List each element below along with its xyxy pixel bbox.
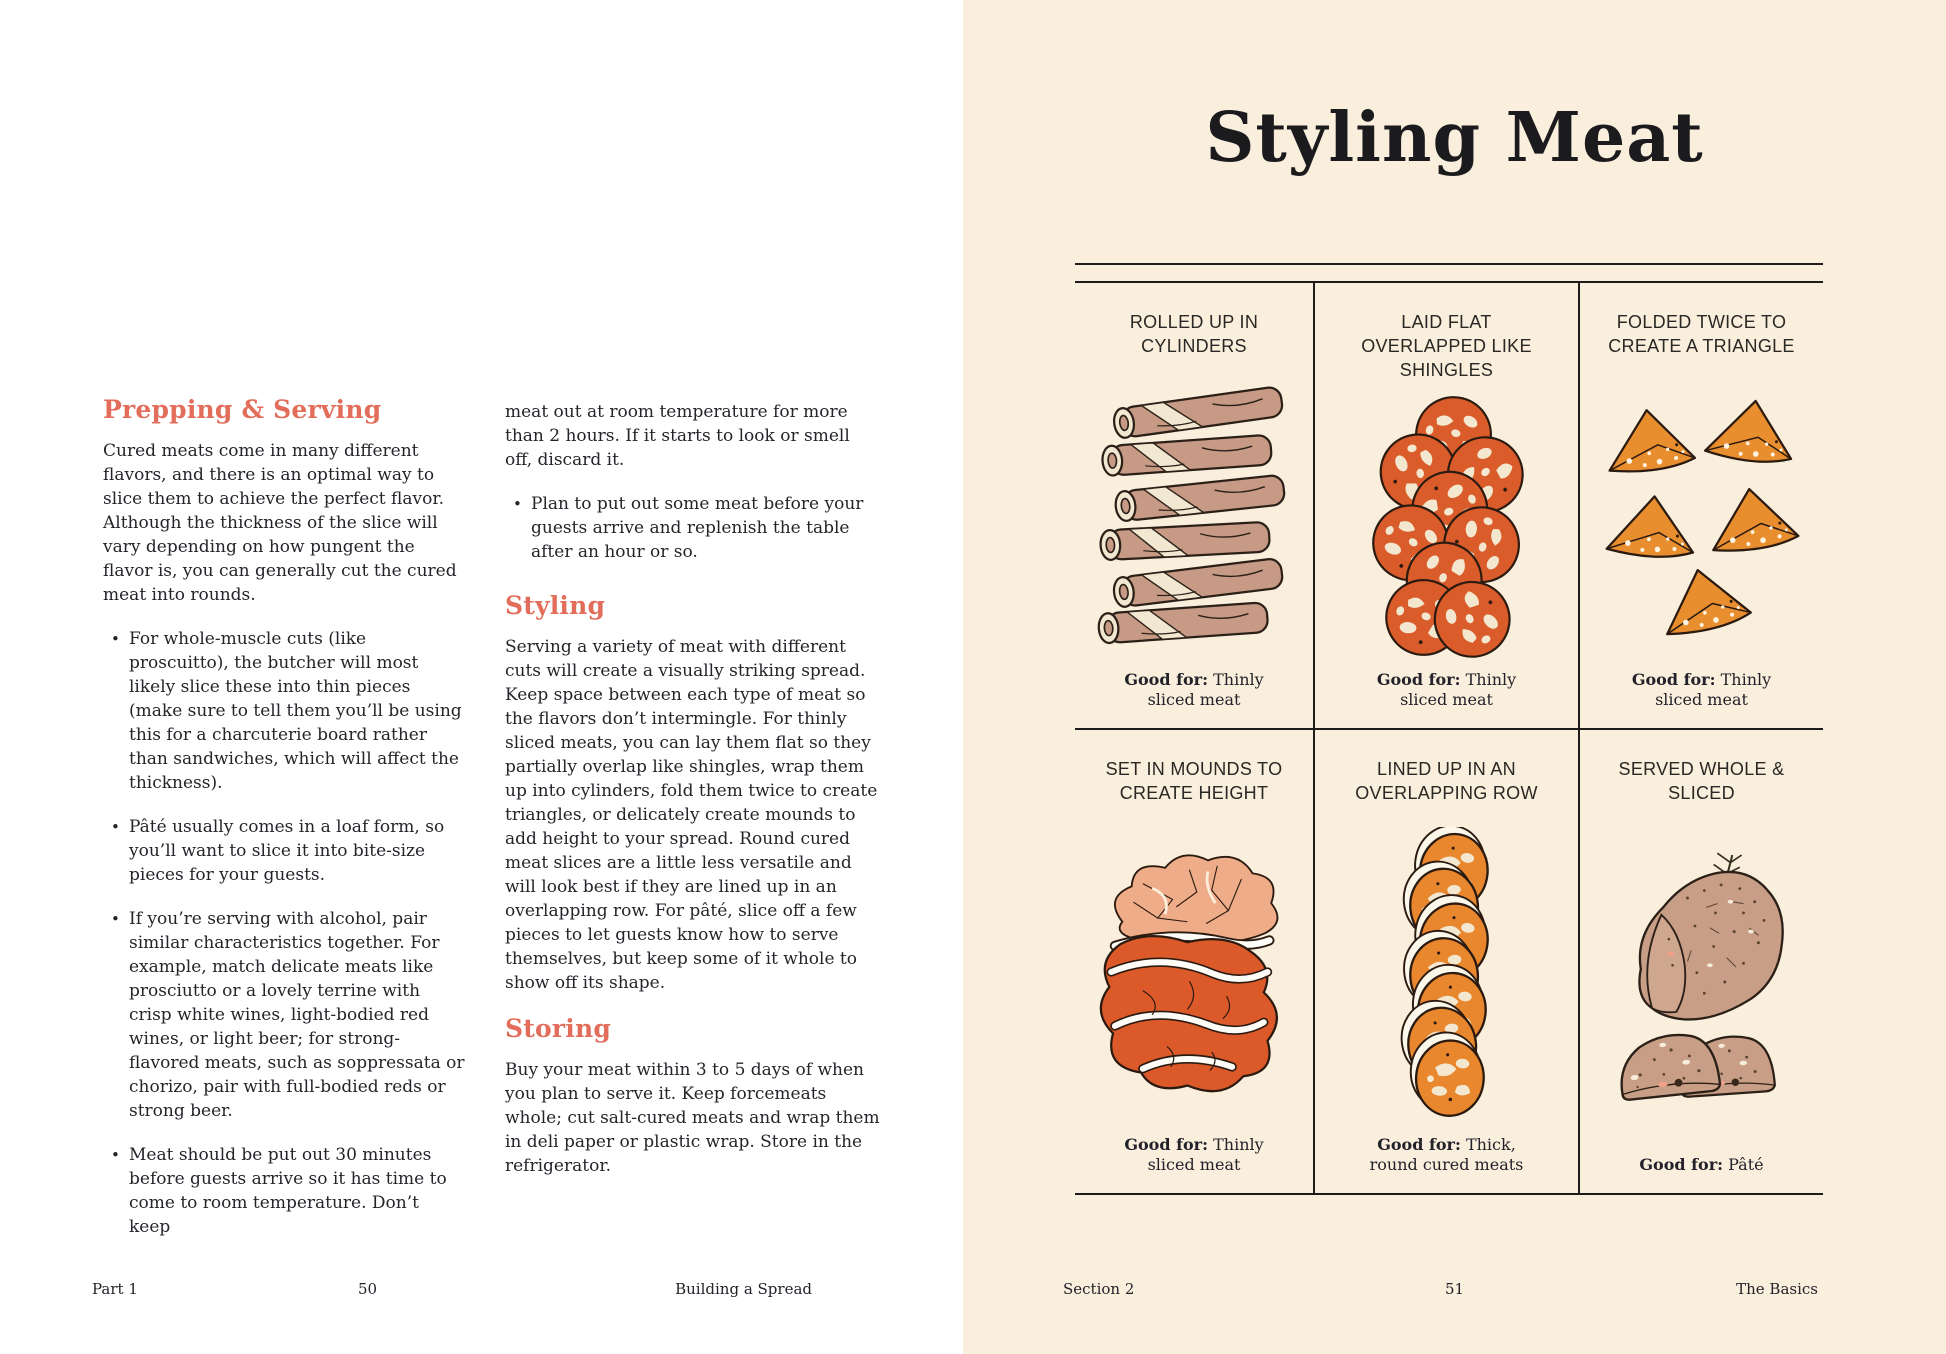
- good-for-label: Good for:: [1376, 670, 1461, 689]
- pate-loaf-icon: [1592, 842, 1811, 1122]
- double-rule: [1075, 263, 1823, 265]
- footer-page-number-right: 51: [1444, 1280, 1465, 1298]
- meat-mound-icon: [1087, 832, 1301, 1112]
- cell-shingles: [1313, 283, 1578, 730]
- cell-cylinders: [1075, 283, 1313, 730]
- serving-bullet-list: [505, 492, 880, 564]
- overlapping-row-illustration: [1327, 809, 1566, 1135]
- good-for-label: Good for:: [1124, 670, 1208, 689]
- triangles-illustration: [1592, 362, 1811, 670]
- styling-paragraph: Serving a variety of meat with different cuts will create a visually striking spread. Keep space between each type of meat so the flavors don’t intermingle. For thinly sliced meats, you can lay them flat so they partially overlap like shingles, wrap them up into cylinders, fold them twice to create triangles, or delicately create mounds to add height to your spread. Round cured meat slices are a little less versatile and will look best if they are lined up in an overlapping row. For pâté, slice off a few pieces to let guests know how to serve themselves, but keep some of it whole to show off its shape.: [505, 636, 878, 993]
- good-for-label: Good for:: [1631, 670, 1716, 689]
- good-for-text: Thinly sliced meat: [1147, 1135, 1264, 1174]
- styling-grid: [1075, 281, 1823, 1195]
- heading-storing: Storing: [505, 1013, 612, 1043]
- good-for-caption: [1099, 1135, 1289, 1175]
- right-page: [963, 0, 1946, 1354]
- good-for-caption: [1352, 1135, 1542, 1175]
- good-for-text: Pâté: [1728, 1155, 1764, 1174]
- good-for-caption: [1607, 670, 1797, 710]
- page-title: Styling Meat: [1205, 98, 1704, 178]
- good-for-caption: [1639, 1155, 1763, 1175]
- left-page: [0, 0, 963, 1354]
- bullet-alcohol-pairing: • If you’re serving with alcohol, pair similar characteristics together. For example, match delicate meats like prosciutto or a lovely terrine with crisp white wines, light-bodied red wines, or light beer; for strong-flavored meats, such as soppressata or chorizo, pair with full-bodied reds or strong beer.: [103, 907, 465, 1123]
- pate-illustration: [1592, 809, 1811, 1155]
- cell-header: ROLLED UP IN CYLINDERS: [1129, 312, 1259, 356]
- cell-mounds: [1075, 730, 1313, 1193]
- mounds-illustration: [1087, 809, 1301, 1135]
- footer-part-label: Part 1: [92, 1280, 138, 1298]
- good-for-label: Good for:: [1639, 1155, 1724, 1174]
- footer-chapter-label-right: The Basics: [1736, 1280, 1818, 1298]
- overlapping-slices-icon: [1336, 827, 1558, 1117]
- left-column-1: [103, 396, 465, 1259]
- cell-header: LINED UP IN AN OVERLAPPING ROW: [1355, 759, 1538, 803]
- shingled-salami-icon: [1336, 386, 1558, 666]
- prepping-bullet-list: [103, 627, 465, 1239]
- left-column-2: [505, 396, 880, 1198]
- bullet-room-temperature: • Meat should be put out 30 minutes before guests arrive so it has time to come to room temperature. Don’t keep: [103, 1143, 465, 1239]
- storing-paragraph: Buy your meat within 3 to 5 days of when you plan to serve it. Keep forcemeats whole; cut salt-cured meats and wrap them in deli paper or plastic wrap. Store in the refrigerator.: [505, 1059, 880, 1176]
- cell-header: FOLDED TWICE TO CREATE A TRIANGLE: [1608, 312, 1795, 356]
- good-for-label: Good for:: [1377, 1135, 1461, 1154]
- bullet-whole-muscle: • For whole-muscle cuts (like proscuitto), the butcher will most likely slice these into thin pieces (make sure to tell them you’ll be using this for a charcuterie board rather than sandwiches, which will affect the thickness).: [103, 627, 465, 795]
- cell-whole-sliced: [1578, 730, 1823, 1193]
- rolled-cylinders-icon: [1087, 382, 1301, 650]
- bullet-pate-loaf: • Pâté usually comes in a loaf form, so you’ll want to slice it into bite-size pieces for your guests.: [103, 815, 465, 887]
- bullet-replenish: • Plan to put out some meat before your guests arrive and replenish the table after an hour or so.: [505, 492, 880, 564]
- footer-section-label: Section 2: [1063, 1280, 1135, 1298]
- footer-chapter-label-left: Building a Spread: [675, 1280, 812, 1298]
- footer-page-number-left: 50: [358, 1280, 378, 1298]
- good-for-text: Thinly sliced meat: [1147, 670, 1264, 709]
- heading-styling: Styling: [505, 591, 606, 620]
- good-for-label: Good for:: [1124, 1135, 1208, 1154]
- good-for-caption: [1099, 670, 1289, 710]
- cell-header: SERVED WHOLE & SLICED: [1618, 759, 1785, 803]
- shingles-illustration: [1327, 382, 1566, 670]
- intro-paragraph: Cured meats come in many different flavors, and there is an optimal way to slice them to achieve the perfect flavor. Although the thickness of the slice will vary depending on how pungent the flavor is, you can generally cut the cured meat into rounds.: [103, 440, 457, 605]
- styling-chart: [1075, 263, 1823, 1195]
- cell-overlapping-row: [1313, 730, 1578, 1193]
- good-for-text: Thinly sliced meat: [1655, 670, 1772, 709]
- cylinders-illustration: [1087, 362, 1301, 670]
- heading-prepping-serving: Prepping & Serving: [103, 395, 382, 424]
- cell-header: SET IN MOUNDS TO CREATE HEIGHT: [1105, 759, 1283, 803]
- good-for-text: Thick, round cured meats: [1369, 1135, 1524, 1174]
- good-for-caption: [1352, 670, 1542, 710]
- continuation-paragraph: meat out at room temperature for more than 2 hours. If it starts to look or smell off, discard it.: [505, 402, 850, 470]
- cell-triangles: [1578, 283, 1823, 730]
- good-for-text: Thinly sliced meat: [1400, 670, 1517, 709]
- folded-triangles-icon: [1592, 380, 1811, 652]
- cell-header: LAID FLAT OVERLAPPED LIKE SHINGLES: [1361, 312, 1532, 380]
